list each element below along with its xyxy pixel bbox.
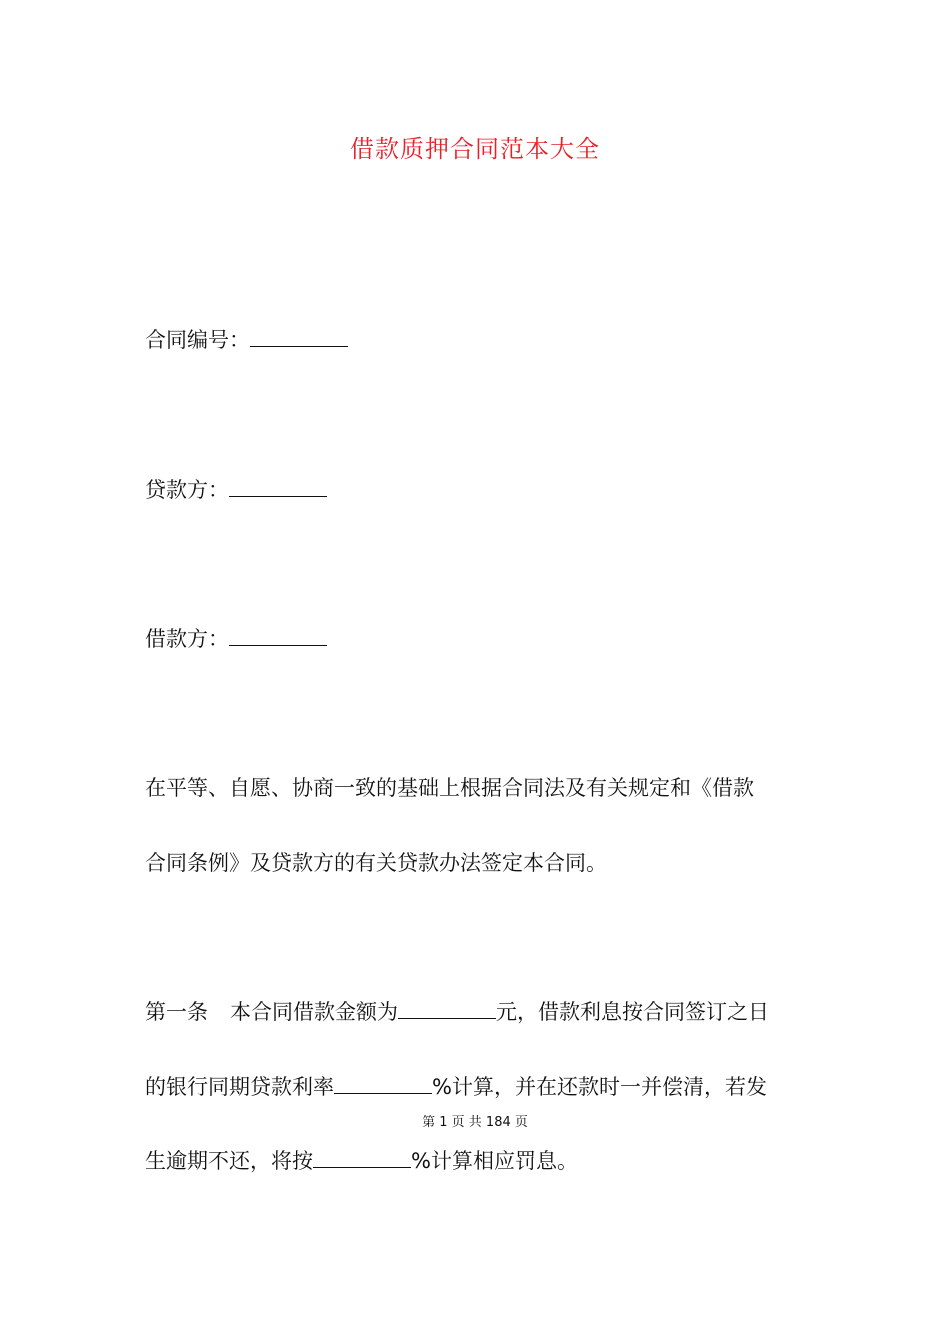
penalty-rate-blank[interactable] — [313, 1147, 411, 1168]
article-1-text-c: 的银行同期贷款利率 — [145, 1075, 334, 1099]
borrower-line — [145, 624, 327, 654]
article-1-line-3 — [145, 1146, 578, 1176]
borrower-blank[interactable] — [229, 625, 327, 646]
article-1-text-a: 本合同借款金额为 — [230, 1000, 398, 1024]
article-1-text-e: 生逾期不还，将按 — [145, 1149, 313, 1173]
contract-number-line — [145, 325, 348, 355]
lender-label: 贷款方： — [145, 478, 229, 502]
borrower-label: 借款方： — [145, 627, 229, 651]
lender-blank[interactable] — [229, 476, 327, 497]
article-1-line-1 — [145, 997, 769, 1027]
contract-number-label: 合同编号： — [145, 328, 250, 352]
article-1-text-b: 元，借款利息按合同签订之日 — [496, 1000, 769, 1024]
contract-number-blank[interactable] — [250, 326, 348, 347]
lender-line — [145, 475, 327, 505]
intro-line-1: 在平等、自愿、协商一致的基础上根据合同法及有关规定和《借款 — [145, 776, 754, 800]
article-1-heading: 第一条 — [145, 1000, 208, 1024]
article-1-text-d: %计算，并在还款时一并偿清，若发 — [432, 1075, 767, 1099]
loan-amount-blank[interactable] — [398, 998, 496, 1019]
document-title: 借款质押合同范本大全 — [350, 135, 600, 163]
interest-rate-blank[interactable] — [334, 1073, 432, 1094]
article-1-line-2 — [145, 1072, 767, 1102]
article-1-text-f: %计算相应罚息。 — [411, 1149, 578, 1173]
page-footer: 第 1 页 共 184 页 — [422, 1115, 528, 1130]
intro-line-2: 合同条例》及贷款方的有关贷款办法签定本合同。 — [145, 851, 607, 875]
